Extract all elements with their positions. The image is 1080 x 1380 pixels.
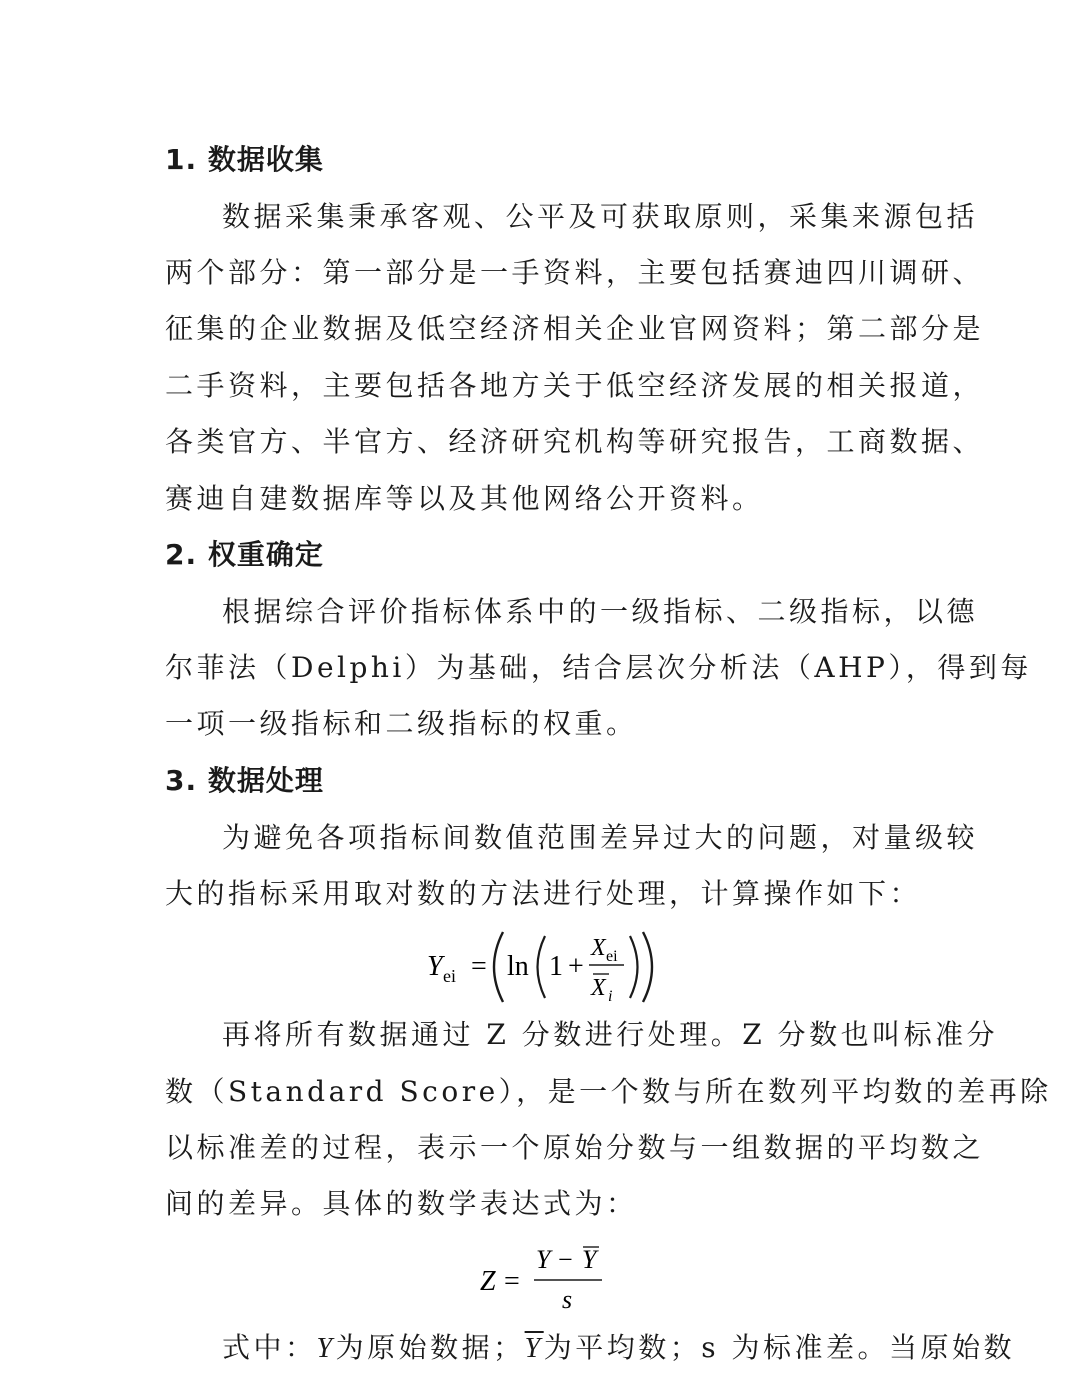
section-heading-1: 1. 数据收集 [165, 143, 324, 176]
formula1-equals: = [471, 951, 487, 982]
paragraph-line: 二手资料，主要包括各地方关于低空经济发展的相关报道， [165, 369, 985, 402]
paragraph-line: 间的差异。具体的数学表达式为： [165, 1187, 638, 1220]
formula1-outer-left-paren [494, 932, 503, 1002]
last-line-mid1: 为原始数据； [335, 1331, 525, 1364]
formula1-lhs: Y [427, 951, 443, 982]
paragraph-line: 尔菲法（Delphi）为基础，结合层次分析法（AHP），得到每 [165, 651, 1032, 684]
paragraph-line: 为避免各项指标间数值范围差异过大的问题，对量级较 [222, 821, 979, 854]
formula2-lhs: Z [480, 1266, 496, 1297]
formula1-denominator-sub: i [608, 988, 613, 1005]
paragraph-line-last [222, 1328, 1015, 1369]
last-line-prefix: 式中： [222, 1331, 317, 1364]
paragraph-line: 两个部分：第一部分是一手资料，主要包括赛迪四川调研、 [165, 256, 985, 289]
paragraph-line: 根据综合评价指标体系中的一级指标、二级指标，以德 [222, 595, 979, 628]
formula2-numerator-ybar: Y [582, 1245, 597, 1274]
paragraph-line: 以标准差的过程，表示一个原始分数与一组数据的平均数之 [165, 1131, 985, 1164]
formula1-numerator: X [591, 935, 606, 961]
paragraph-line: 数（Standard Score），是一个数与所在数列平均数的差再除 [165, 1075, 1052, 1108]
formula1-one: 1 [549, 951, 563, 982]
formula1-ln: ln [507, 951, 529, 982]
paragraph-line: 各类官方、半官方、经济研究机构等研究报告，工商数据、 [165, 425, 985, 458]
formula1-plus: + [568, 951, 584, 982]
formula2-minus: − [558, 1245, 573, 1274]
formula1-numerator-sub: ei [606, 948, 618, 965]
paragraph-line: 数据采集秉承客观、公平及可获取原则，采集来源包括 [222, 200, 979, 233]
formula2-denominator: s [562, 1285, 573, 1314]
formula2-numerator-y: Y [536, 1245, 551, 1274]
paragraph-line: 一项一级指标和二级指标的权重。 [165, 707, 638, 740]
section-heading-3: 3. 数据处理 [165, 764, 324, 797]
formula2-equals: = [504, 1266, 520, 1297]
formula1-lhs-sub: ei [443, 966, 456, 986]
section-heading-2: 2. 权重确定 [165, 538, 324, 571]
formula-log-svg [425, 928, 665, 1006]
last-line-mid2: 为平均数；s 为标准差。当原始数 [543, 1331, 1015, 1364]
formula-z-score [478, 1238, 608, 1318]
formula-z-svg [478, 1238, 608, 1318]
formula1-inner-right-paren [630, 936, 638, 998]
formula1-inner-left-paren [538, 936, 546, 998]
formula1-denominator: X [591, 975, 606, 1001]
formula-log-transform [425, 928, 665, 1006]
paragraph-line: 赛迪自建数据库等以及其他网络公开资料。 [165, 482, 764, 515]
paragraph-line: 大的指标采用取对数的方法进行处理，计算操作如下： [165, 877, 922, 910]
inline-ybar-symbol: $\overline{Y}$ [524, 1333, 544, 1364]
paragraph-line: 征集的企业数据及低空经济相关企业官网资料；第二部分是 [165, 312, 985, 345]
inline-y-symbol: Y [316, 1333, 336, 1364]
paragraph-line: 再将所有数据通过 Z 分数进行处理。Z 分数也叫标准分 [222, 1018, 999, 1051]
formula1-outer-right-paren [643, 932, 652, 1002]
